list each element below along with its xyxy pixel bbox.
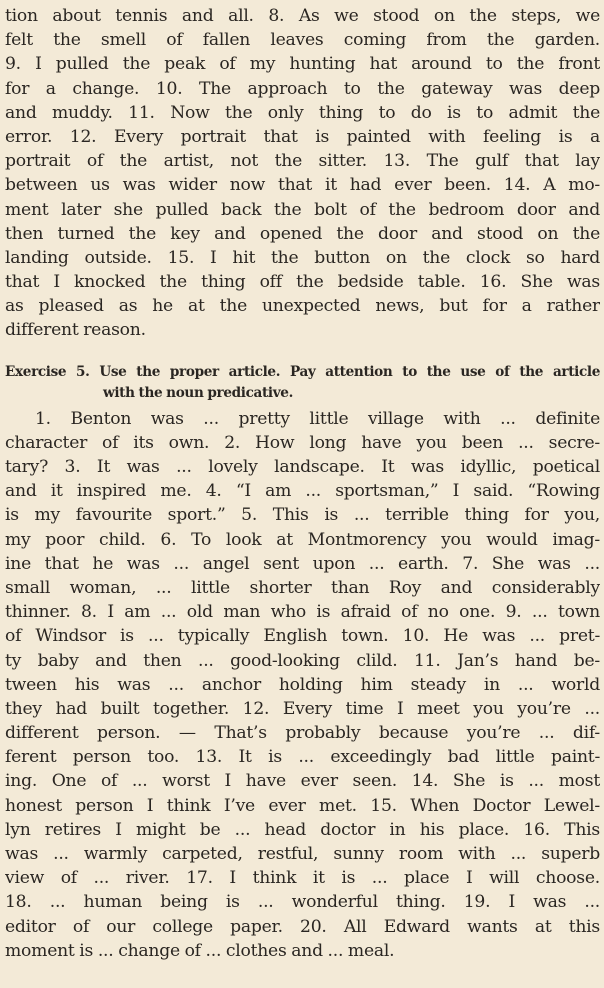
exercise-line: tween his was ... anchor holding him steady in ... world xyxy=(5,674,600,695)
exercise-line: editor of our college paper. 20. All Edward wants at this xyxy=(5,916,600,937)
exercise-heading-line: with the noun predicative. xyxy=(103,384,293,401)
text-line: felt the smell of fallen leaves coming from the garden. xyxy=(5,30,600,51)
text-line: for a change. 10. The approach to the gateway was deep xyxy=(5,78,600,99)
text-line: between us was wider now that it had ever been. 14. A mo- xyxy=(5,175,600,196)
text-line: different reason. xyxy=(5,320,146,341)
exercise-line: ferent person too. 13. It is ... exceedingly bad little paint- xyxy=(5,747,600,768)
exercise-line: character of its own. 2. How long have you been ... secre- xyxy=(5,432,600,453)
exercise-line: 18. ... human being is ... wonderful thing. 19. I was ... xyxy=(5,892,600,913)
exercise-line: view of ... river. 17. I think it is ... place I will choose. xyxy=(5,868,600,889)
exercise-heading-line: Exercise 5. Use the proper article. Pay attention to the use of the article xyxy=(5,363,600,380)
text-line: that I knocked the thing off the bedside table. 16. She was xyxy=(5,272,600,293)
top-paragraph xyxy=(5,4,600,343)
exercise-line: small woman, ... little shorter than Roy and considerably xyxy=(5,577,600,598)
exercise-line: honest person I think I’ve ever met. 15. When Doctor Lewel- xyxy=(5,795,600,816)
exercise-line: ine that he was ... angel sent upon ... earth. 7. She was ... xyxy=(5,553,600,574)
text-line: and muddy. 11. Now the only thing to do is to admit the xyxy=(5,102,600,123)
text-line: 9. I pulled the peak of my hunting hat around to the front xyxy=(5,54,600,75)
exercise-line: my poor child. 6. To look at Montmorency you would imag- xyxy=(5,529,600,550)
text-line: landing outside. 15. I hit the button on the clock so hard xyxy=(5,247,600,268)
text-line: tion about tennis and all. 8. As we stood on the steps, we xyxy=(5,6,600,26)
exercise-line: ing. One of ... worst I have ever seen. 14. She is ... most xyxy=(5,771,600,792)
exercise-body xyxy=(5,407,600,963)
exercise-line: was ... warmly carpeted, restful, sunny room with ... superb xyxy=(5,844,600,864)
exercise-line: 1. Benton was ... pretty little village with ... definite xyxy=(35,408,600,429)
exercise-heading xyxy=(5,362,600,404)
exercise-line: lyn retires I might be ... head doctor in his place. 16. This xyxy=(5,819,600,840)
text-line: then turned the key and opened the door and stood on the xyxy=(5,223,600,244)
text-line: as pleased as he at the unexpected news, but for a rather xyxy=(5,296,600,317)
text-line: portrait of the artist, not the sitter. 13. The gulf that lay xyxy=(5,151,600,172)
exercise-line: tary? 3. It was ... lovely landscape. It was idyllic, poetical xyxy=(5,457,600,477)
exercise-line: they had built together. 12. Every time I meet you you’re ... xyxy=(5,698,600,719)
exercise-line: different person. — That’s probably because you’re ... dif- xyxy=(5,723,600,744)
exercise-line: is my favourite sport.” 5. This is ... terrible thing for you, xyxy=(5,505,600,526)
exercise-line: moment is ... change of ... clothes and ... meal. xyxy=(5,940,395,961)
text-line: ment later she pulled back the bolt of the bedroom door and xyxy=(5,199,600,220)
paragraph-spacer xyxy=(5,343,600,362)
exercise-line: thinner. 8. I am ... old man who is afraid of no one. 9. ... town xyxy=(5,602,600,623)
exercise-line: ty baby and then ... good-looking clild. 11. Jan’s hand be- xyxy=(5,650,600,671)
exercise-line: and it inspired me. 4. “I am ... sportsman,” I said. “Rowing xyxy=(5,481,600,502)
text-line: error. 12. Every portrait that is painted with feeling is a xyxy=(5,126,600,147)
exercise-line: of Windsor is ... typically English town. 10. He was ... pret- xyxy=(5,626,600,647)
